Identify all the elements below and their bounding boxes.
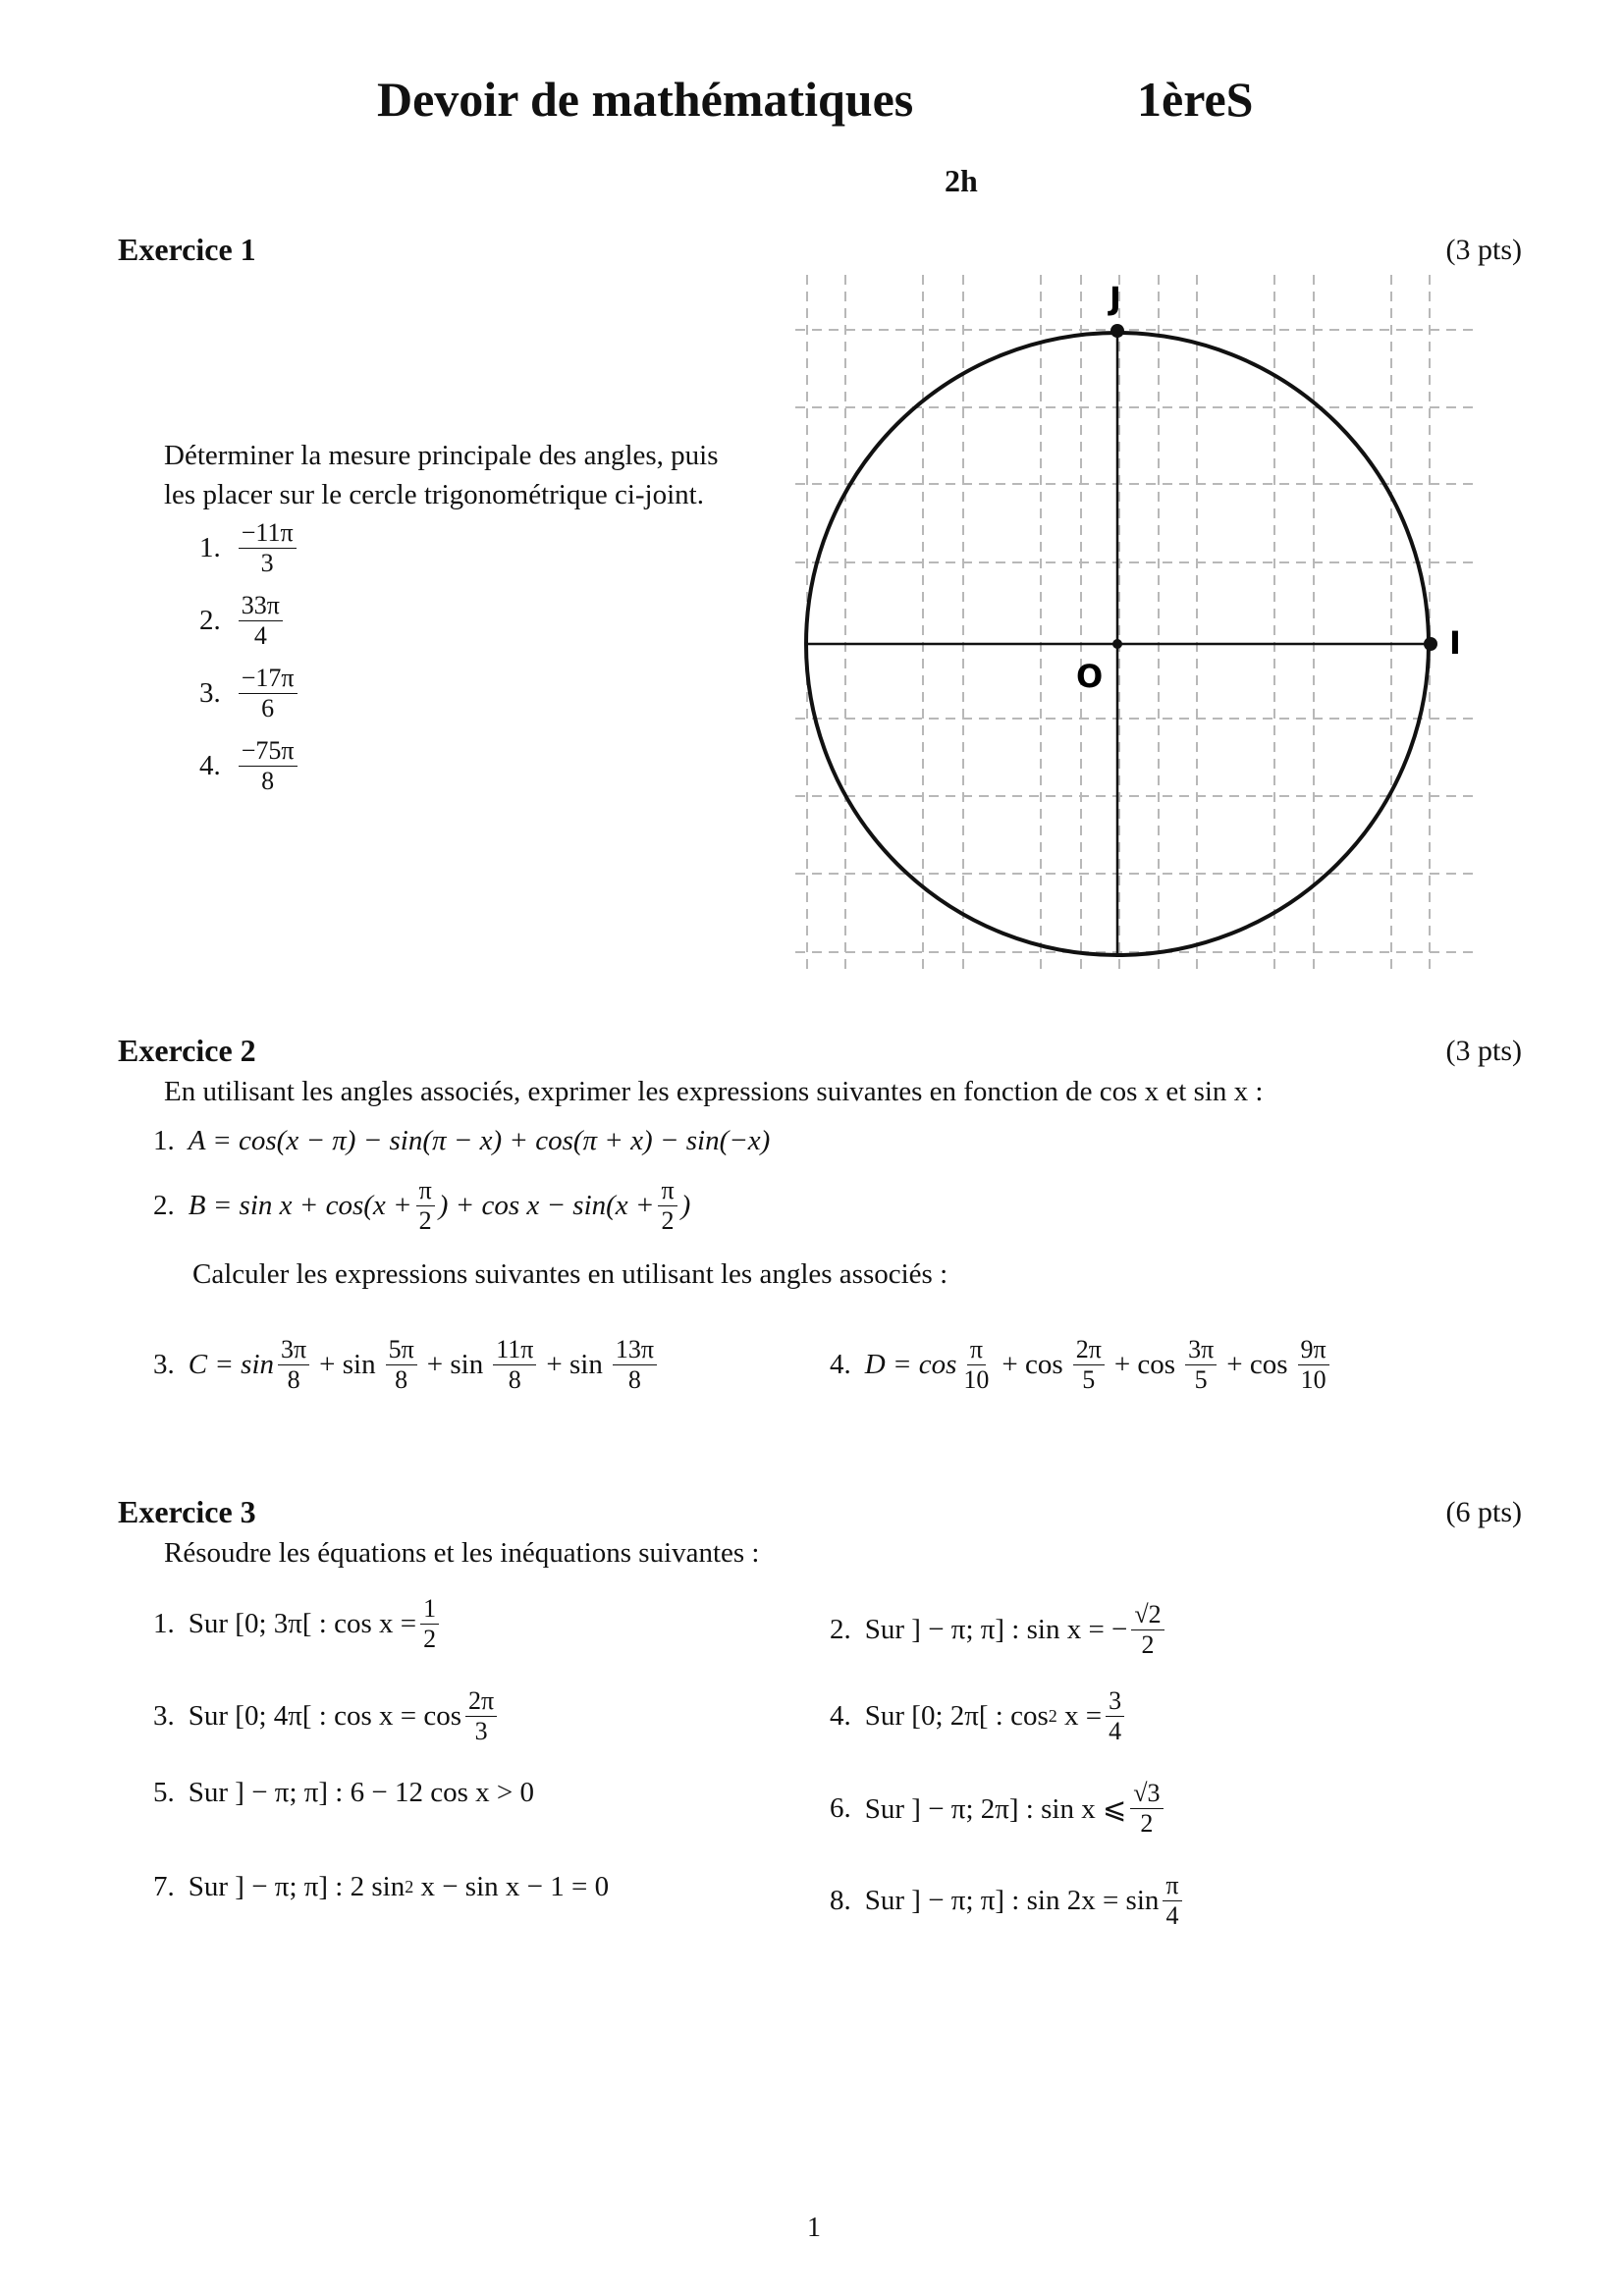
page-number: 1: [807, 2213, 821, 2243]
exercise-3-item-2: 2. Sur ] − π; π] : sin x = − $\frac{√2}{2}$: [830, 1600, 1168, 1660]
duration: 2h: [945, 163, 978, 198]
x-label: I: [1449, 624, 1461, 662]
exercise-1-points: (3 pts): [1445, 234, 1522, 266]
point-j: [1110, 324, 1124, 338]
exercise-1-instruction-line2: les placer sur le cercle trigonométrique ci-joint.: [164, 479, 704, 510]
exercise-3-item-1: 1. Sur [0; 3π[ : cos x = $\frac{1}{2}$: [153, 1594, 443, 1654]
origin-point: [1112, 639, 1122, 649]
y-label: J: [1110, 280, 1121, 317]
exercise-3-points: (6 pts): [1445, 1496, 1522, 1528]
exercise-3-item-4: 4. Sur [0; 2π[ : cos 2 x = $\frac{3}{4}$: [830, 1686, 1128, 1746]
exercise-3-instruction: Résoudre les équations et les inéquations suivantes :: [164, 1537, 760, 1569]
exercise-1-item-1: 1. $\frac{-11\pi}{3}$: [199, 518, 300, 578]
page-title: Devoir de mathématiques: [377, 72, 914, 127]
exercise-2-item-1: 1. A = cos(x − π) − sin(π − x) + cos(π + x) − sin(−x): [153, 1125, 771, 1156]
exercise-2-points: (3 pts): [1445, 1035, 1522, 1067]
exercise-3-item-3: 3. Sur [0; 4π[ : cos x = cos $\frac{2\pi}{3}$: [153, 1686, 501, 1746]
exercise-1-item-4: 4. $\frac{-75\pi}{8}$: [199, 736, 301, 796]
exercise-1-instruction-line1: Déterminer la mesure principale des angles, puis: [164, 440, 719, 471]
class-label: 1èreS: [1137, 72, 1254, 127]
point-i: [1424, 637, 1437, 651]
grid-lines: [795, 275, 1473, 972]
exercise-2-item-3: 3. C = sin $\frac{3\pi}{8}$ + sin $\frac{5\pi}{8}$ + sin $\frac{11\pi}{8}$ + sin $\frac{13\pi}{8}$: [153, 1335, 661, 1395]
exercise-2-item-4: 4. D = cos $\frac{\pi}{10}$ + cos $\frac{2\pi}{5}$ + cos $\frac{3\pi}{5}$ + cos $\frac{9\pi}{10}$: [830, 1335, 1333, 1395]
exercise-3-item-7: 7. Sur ] − π; π] : 2 sin 2 x − sin x − 1 = 0: [153, 1871, 610, 1902]
exercise-1-title: Exercice 1: [118, 232, 256, 267]
exercise-3-item-6: 6. Sur ] − π; 2π] : sin x ⩽ $\frac{√3}{2}$: [830, 1779, 1167, 1839]
exercise-2-title: Exercice 2: [118, 1033, 256, 1068]
origin-label: O: [1076, 658, 1104, 695]
exercise-3-item-8: 8. Sur ] − π; π] : sin 2x = sin $\frac{\pi}{4}$: [830, 1871, 1186, 1931]
exercise-2-instruction-2: Calculer les expressions suivantes en utilisant les angles associés :: [192, 1258, 948, 1290]
exercise-2-instruction: En utilisant les angles associés, exprimer les expressions suivantes en fonction de cos x et sin x :: [164, 1076, 1264, 1107]
exercise-1-item-2: 2. $\frac{33\pi}{4}$: [199, 591, 287, 651]
trigonometric-circle-figure: [785, 265, 1483, 977]
exercise-2-item-2: 2. B = sin x + cos(x + $\frac{\pi}{2}$ ) + cos x − sin(x + $\frac{\pi}{2}$ ): [153, 1176, 691, 1235]
exercise-1-item-3: 3. $\frac{-17\pi}{6}$: [199, 664, 301, 723]
exercise-3-title: Exercice 3: [118, 1494, 256, 1529]
exercise-3-item-5: 5. Sur ] − π; π] : 6 − 12 cos x > 0: [153, 1777, 534, 1808]
